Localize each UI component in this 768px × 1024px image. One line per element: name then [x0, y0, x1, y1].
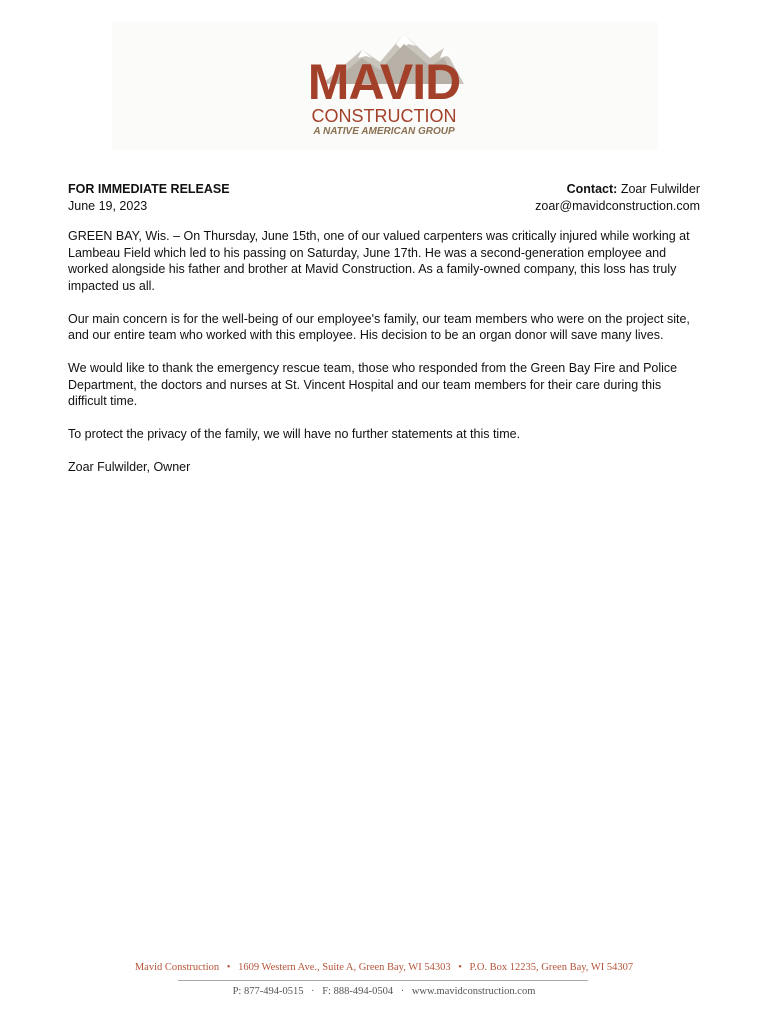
contact-name: Zoar Fulwilder: [620, 182, 700, 196]
footer-fax: F: 888-494-0504: [322, 986, 394, 997]
dot-separator: ·: [311, 986, 315, 997]
footer-contact-line: [0, 985, 768, 999]
release-label: FOR IMMEDIATE RELEASE: [68, 182, 230, 196]
paragraph-thanks: We would like to thank the emergency rescue team, those who responded from the Green Bay Fire and Police Department, the doctors and nurses at St. Vincent Hospital and our team members for their care during this difficult time.: [68, 361, 678, 408]
paragraph-concern: Our main concern is for the well-being of our employee's family, our team members who were on the project site, and our entire team who worked with this employee. His decision to be an organ donor will save many lives.: [68, 311, 690, 342]
contact-block: [535, 181, 700, 215]
contact-email[interactable]: zoar@mavidconstruction.com: [535, 199, 700, 213]
logo-subtitle: CONSTRUCTION: [311, 106, 457, 126]
company-logo: [286, 28, 486, 140]
bullet-separator: •: [226, 962, 231, 973]
footer-website[interactable]: www.mavidconstruction.com: [411, 986, 536, 997]
bullet-separator: •: [458, 962, 462, 973]
release-header: [68, 181, 230, 215]
footer-company: Mavid Construction: [134, 962, 220, 973]
logo-tagline: A NATIVE AMERICAN GROUP: [313, 126, 455, 137]
signature-line: Zoar Fulwilder, Owner: [68, 460, 191, 474]
footer-address: 1609 Western Ave., Suite A, Green Bay, WI 54303: [238, 962, 451, 973]
footer-phone: P: 877-494-0515: [232, 986, 304, 997]
release-date: June 19, 2023: [68, 199, 148, 213]
paragraph-privacy: To protect the privacy of the family, we will have no further statements at this time.: [68, 427, 521, 441]
footer-po-box: P.O. Box 12235, Green Bay, WI 54307: [469, 962, 634, 973]
footer-divider: [178, 980, 588, 981]
contact-label: Contact:: [566, 182, 618, 196]
paragraph-incident: GREEN BAY, Wis. – On Thursday, June 15th, one of our valued carpenters was critically injured while working at Lambeau Field which led to his passing on Saturday, June 17th. He was a second-generation employee and worked alongside his father and brother at Mavid Construction. As a family-owned company, this loss has truly impacted us all.: [68, 229, 690, 293]
contact-line: [535, 181, 700, 198]
footer-address-line: [0, 961, 768, 975]
press-release-body: [68, 228, 702, 492]
logo-wordmark: MAVID: [307, 54, 461, 110]
dot-separator: ·: [400, 986, 405, 997]
